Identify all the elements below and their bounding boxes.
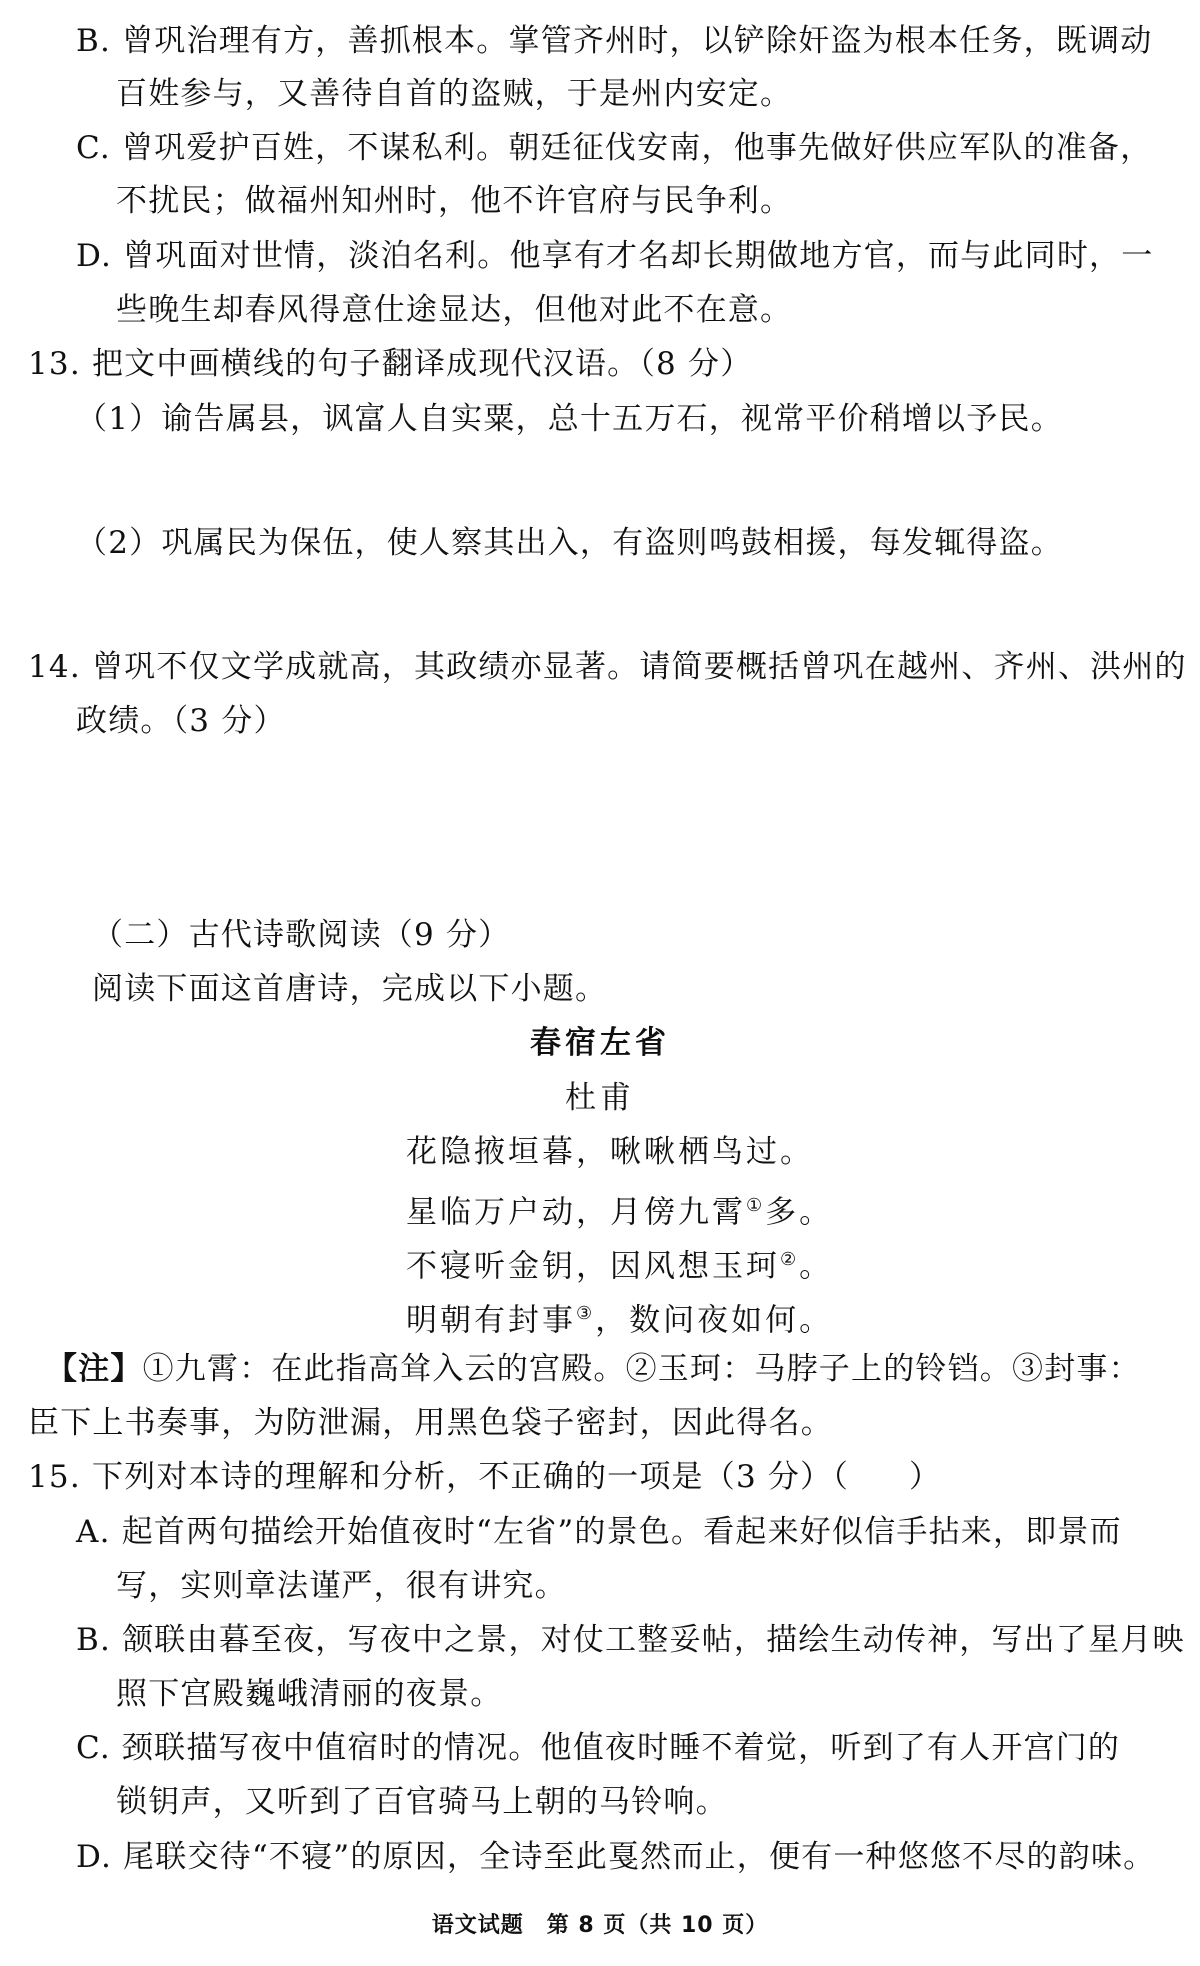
footnote-mark-2: ②: [780, 1249, 800, 1270]
poem-note-line1: [46, 1348, 1141, 1390]
q12-option-c-line2: 不扰民；做福州知州时，他不许官府与民争利。: [116, 183, 793, 219]
poem-line-2-end: 多。: [765, 1194, 834, 1231]
poem-note-line2: 臣下上书奏事，为防泄漏，用黑色袋子密封，因此得名。: [28, 1405, 833, 1441]
poem-line-4-end: ，数问夜如何。: [595, 1302, 834, 1339]
q15-stem-text: 15. 下列对本诗的理解和分析，不正确的一项是（3 分）（: [28, 1459, 850, 1495]
q15-option-c-line1: C. 颈联描写夜中值宿时的情况。他值夜时睡不着觉，听到了有人开宫门的: [76, 1730, 1121, 1766]
q14-line2: 政绩。（3 分）: [76, 703, 286, 739]
poem-line-1: 花隐掖垣暮，啾啾栖鸟过。: [406, 1134, 814, 1170]
q15-option-d: D. 尾联交待“不寝”的原因，全诗至此戛然而止，便有一种悠悠不尽的韵味。: [76, 1839, 1156, 1875]
q12-option-d-line2: 些晚生却春风得意仕途显达，但他对此不在意。: [116, 292, 793, 328]
footnote-mark-3: ③: [576, 1303, 596, 1324]
q14-answer-space: [30, 755, 1170, 905]
section-heading: （二）古代诗歌阅读（9 分）: [92, 917, 511, 953]
q15-option-a-line1: A. 起首两句描绘开始值夜时“左省”的景色。看起来好似信手拈来，即景而: [76, 1514, 1122, 1550]
note-label: 【注】: [46, 1351, 143, 1387]
q12-option-b-line2: 百姓参与，又善待自首的盗贼，于是州内安定。: [116, 76, 793, 112]
footnote-mark-1: ①: [746, 1195, 766, 1216]
poem-title: 春宿左省: [530, 1025, 670, 1061]
q13-sentence-1: （1）谕告属县，讽富人自实粟，总十五万石，视常平价稍增以予民。: [76, 401, 1063, 437]
poem-line-4: [406, 1293, 833, 1341]
poem-line-3-end: 。: [799, 1248, 834, 1285]
q15-option-b-line2: 照下宫殿巍峨清丽的夜景。: [116, 1676, 503, 1712]
poem-line-2-text: 星临万户动，月傍九霄: [406, 1194, 746, 1231]
q15-option-c-line2: 锁钥声，又听到了百官骑马上朝的马铃响。: [116, 1784, 728, 1820]
poem-line-4-text: 明朝有封事: [406, 1302, 576, 1339]
q12-option-b-line1: B. 曾巩治理有方，善抓根本。掌管齐州时，以铲除奸盗为根本任务，既调动: [76, 23, 1153, 59]
q12-option-c-line1: C. 曾巩爱护百姓，不谋私利。朝廷征伐安南，他事先做好供应军队的准备，: [76, 130, 1153, 166]
q12-option-d-line1: D. 曾巩面对世情，淡泊名利。他享有才名却长期做地方官，而与此同时，一: [76, 238, 1154, 274]
page-footer: 语文试题 第 8 页（共 10 页）: [431, 1913, 769, 1938]
q13-stem: 13. 把文中画横线的句子翻译成现代汉语。（8 分）: [28, 346, 753, 382]
poem-instruction: 阅读下面这首唐诗，完成以下小题。: [92, 971, 608, 1007]
q15-option-a-line2: 写，实则章法谨严，很有讲究。: [116, 1568, 567, 1604]
poem-line-3-text: 不寝听金钥，因风想玉珂: [406, 1248, 780, 1285]
q13-answer-space-1: [30, 450, 1170, 516]
q15-stem: [28, 1456, 941, 1498]
poem-author: 杜甫: [565, 1080, 635, 1116]
note-text-1: ①九霄：在此指高耸入云的宫殿。②玉珂：马脖子上的铃铛。③封事：: [142, 1351, 1141, 1387]
q13-answer-space-2: [30, 574, 1170, 640]
q15-stem-close: ）: [909, 1459, 942, 1495]
poem-line-3: [406, 1239, 833, 1287]
q15-option-b-line1: B. 颔联由暮至夜，写夜中之景，对仗工整妥帖，描绘生动传神，写出了星月映: [76, 1622, 1185, 1658]
q13-sentence-2: （2）巩属民为保伍，使人察其出入，有盗则鸣鼓相援，每发辄得盗。: [76, 525, 1063, 561]
poem-line-2: [406, 1185, 833, 1233]
q14-line1: 14. 曾巩不仅文学成就高，其政绩亦显著。请简要概括曾巩在越州、齐州、洪州的: [28, 649, 1187, 685]
